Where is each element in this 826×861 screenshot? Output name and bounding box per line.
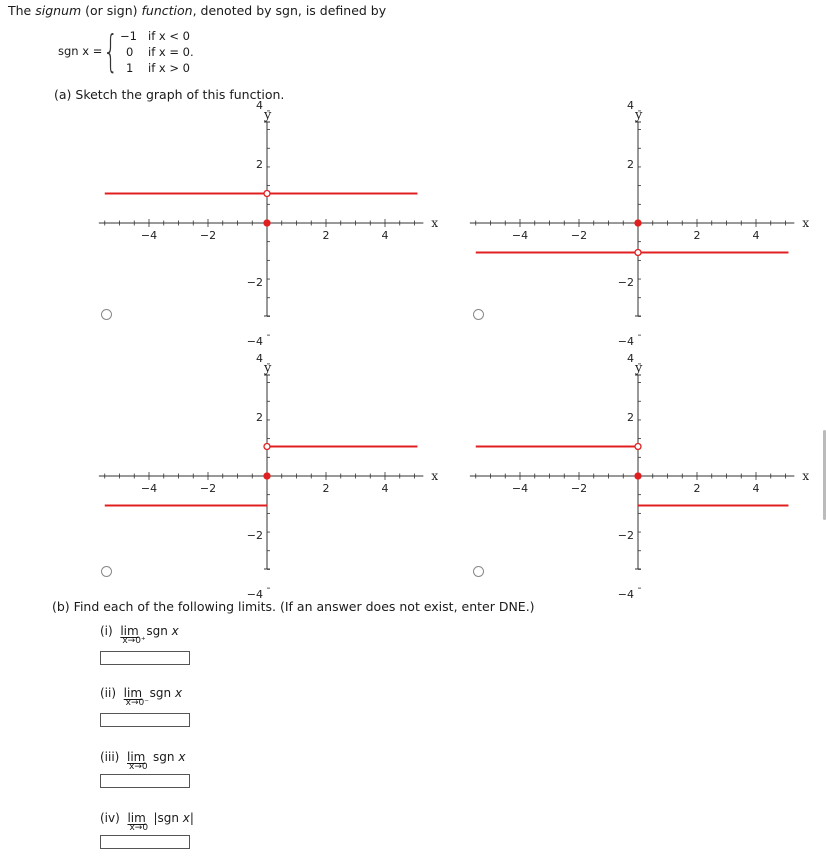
limit-item-i: (i) lim x→0⁺ sgn x [100,624,179,646]
part-b-prompt: (b) Find each of the following limits. (If an answer does not exist, enter DNE.) [52,599,535,614]
x-tick-label: 4 [381,229,389,242]
part-a-prompt: (a) Sketch the graph of this function. [54,87,285,102]
y-tick-label: 2 [627,158,634,171]
open-point [264,444,270,450]
x-tick-label: −4 [140,229,158,242]
y-tick-label: 4 [627,99,634,112]
open-point [635,444,641,450]
x-tick-label: 2 [693,482,701,495]
y-tick-label: −4 [246,335,263,348]
limit-subscript: x→0⁻ [125,698,150,708]
answer-input-ii[interactable] [100,713,190,727]
y-tick-label: −2 [617,276,634,289]
open-point [264,191,270,197]
x-axis-label: x [802,469,810,483]
limit-item-ii: (ii) lim x→0⁻ sgn x [100,686,183,708]
y-tick-label: 2 [256,158,263,171]
graph-option-c [110,352,440,601]
case-row: 1 if x > 0 [126,61,190,75]
filled-point [264,220,270,226]
graph-option-b [481,99,811,348]
answer-input-iii[interactable] [100,774,190,788]
x-tick-label: 2 [322,229,330,242]
x-tick-label: 4 [752,229,760,242]
x-tick-label: −4 [511,482,529,495]
limit-item-iii: (iii) lim x→0 sgn x [100,750,186,772]
x-tick-label: 4 [752,482,760,495]
limit-subscript: x→0 [129,823,149,833]
radio-option-b[interactable] [473,309,484,320]
case-row: −1 if x < 0 [120,29,190,43]
y-tick-label: 2 [256,411,263,424]
radio-option-d[interactable] [473,566,484,577]
x-tick-label: −4 [511,229,529,242]
filled-point [635,220,641,226]
radio-option-c[interactable] [101,566,112,577]
x-tick-label: −2 [570,482,588,495]
radio-option-a[interactable] [101,309,112,320]
case-row: 0 if x = 0. [126,45,194,59]
x-axis-label: x [431,469,439,483]
x-tick-label: −2 [199,482,217,495]
graph-option-d [481,352,811,601]
problem-intro: The signum (or sign) function, denoted by sgn, is defined by [8,3,387,18]
x-tick-label: 2 [693,229,701,242]
x-tick-label: −2 [199,229,217,242]
x-tick-label: −4 [140,482,158,495]
y-tick-label: 4 [627,352,634,365]
graph-option-a [110,99,440,348]
x-axis-label: x [431,216,439,230]
y-tick-label: −4 [246,588,263,601]
y-tick-label: −2 [617,529,634,542]
y-tick-label: −4 [617,335,634,348]
limit-subscript: x→0⁺ [122,636,146,646]
y-tick-label: 4 [256,99,263,112]
limit-subscript: x→0 [129,762,148,772]
definition-lhs: sgn x = [58,44,103,58]
filled-point [635,473,641,479]
x-tick-label: 4 [381,482,389,495]
y-tick-label: 4 [256,352,263,365]
x-axis-label: x [802,216,810,230]
y-tick-label: 2 [627,411,634,424]
x-tick-label: −2 [570,229,588,242]
answer-input-i[interactable] [100,651,190,665]
x-tick-label: 2 [322,482,330,495]
y-axis-label: y [264,108,272,123]
y-axis-label: y [264,361,272,376]
y-axis-label: y [635,361,643,376]
filled-point [264,473,270,479]
limit-item-iv: (iv) lim x→0 |sgn x| [100,811,194,833]
y-tick-label: −2 [246,529,263,542]
y-axis-label: y [635,108,643,123]
open-point [635,250,641,256]
y-tick-label: −4 [617,588,634,601]
answer-input-iv[interactable] [100,835,190,849]
y-tick-label: −2 [246,276,263,289]
left-brace-icon: { [103,26,119,77]
